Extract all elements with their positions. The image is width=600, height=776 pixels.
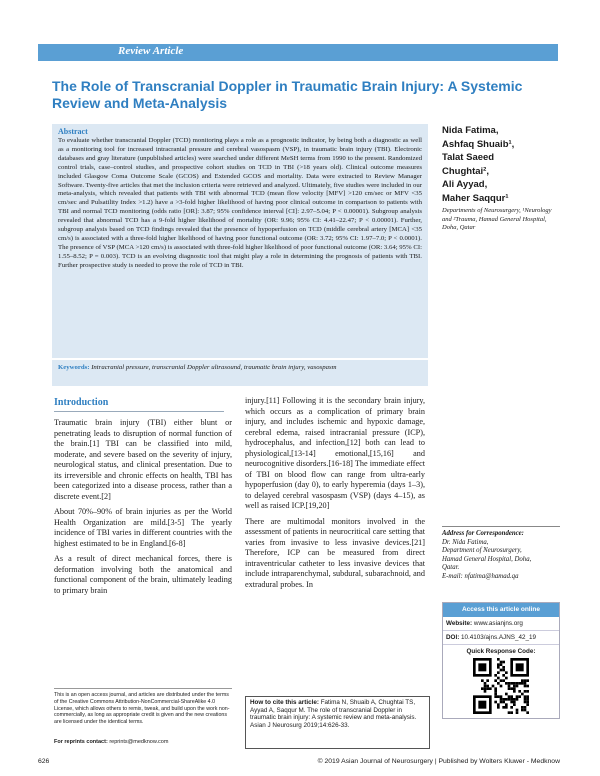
author-name: Nida Fatima, [442, 125, 499, 136]
page-number: 626 [38, 758, 50, 765]
author-name: Ashfaq Shuaib¹, [442, 138, 515, 150]
citation-text: Fatima N, Shuaib A, Chughtai TS, Ayyad A, Saqqur M. The role of transcranial Doppler in traumatic brain injury: A systemic review and meta-analysis. Asian J Neurosurg 2019;14:626-33. [250, 699, 417, 729]
introduction-heading: Introduction [54, 397, 224, 412]
body-paragraph: About 70%–90% of brain injuries as per the World Health Organization are mild.[3-5] The yearly incidence of TBI varies in different countries with the highest estimated to be in England.[6-8] [54, 507, 232, 548]
body-paragraph: As a result of direct mechanical forces, there is deformation involving both the anatomical and functional component of the brain, ultimately leading to primary brain [54, 554, 232, 595]
author-name: Maher Saqqur¹ [442, 192, 509, 204]
author-name: Ali Ayyad, [442, 179, 488, 190]
correspondence-email[interactable]: E-mail: nfatima@hamad.qa [442, 572, 519, 580]
citation-label: How to cite this article: [250, 699, 319, 706]
keywords-box [52, 360, 428, 386]
author-name: Talat Saeed [442, 152, 495, 163]
body-paragraph: injury.[11] Following it is the secondary brain injury, which occurs as a complication of primary brain injury, and includes ischemic and hypoxic damage, cerebral edema, raised intracranial pressure (ICP), hydrocephalus, and infection,[12] both can lead to physiological,[13-14] emotional,[15,16] and neurocognitive disorders.[16-18] The immediate effect of TBI on blood flow can range from ultra-early hypoperfusion (day 0), to early hyperemia (days 1–3), to delayed cerebral vasospasm (VSP) (days 4–15), as well as raised ICP.[19,20] [245, 396, 425, 510]
correspondence-line: Dr. Nida Fatima, [442, 538, 489, 546]
doi-link[interactable]: 10.4103/ajns.AJNS_42_19 [461, 634, 536, 641]
license-note: This is an open access journal, and articles are distributed under the terms of the Creative Commons Attribution-NonCommercial-ShareAlike 4.0 License, which allows others to remix, tweak, and build upon the work non-commercially, as long as appropriate credit is given and the new creations are licensed under the identical terms. [54, 688, 232, 726]
access-online-box [442, 602, 560, 719]
abstract-box [52, 124, 428, 358]
citation-box [245, 696, 430, 749]
correspondence-block [442, 526, 560, 582]
access-heading: Access this article online [443, 603, 559, 617]
correspondence-line: Qatar. [442, 564, 460, 572]
reprints-note [54, 739, 232, 745]
keywords-label: Keywords: [58, 364, 90, 371]
website-link[interactable]: www.asianjns.org [473, 620, 523, 627]
article-type-label: Review Article [118, 45, 184, 57]
keywords-text: Intracranial pressure, transcranial Doppler ultrasound, traumatic brain injury, vasospasm [91, 364, 337, 371]
author-affiliation: Departments of Neurosurgery, ¹Neurology and ²Trauma, Hamad General Hospital, Doha, Qatar [442, 207, 552, 231]
body-paragraph: There are multimodal monitors involved in the assessment of patients in neurocritical care setting that varies from invasive to less invasive devices.[21] Therefore, ICP can be measured from direct intraventricular catheter to less invasive devices that include intraparenchymal, subdural, subarachnoid, and extradural probes. In [245, 516, 425, 589]
article-title: The Role of Transcranial Doppler in Traumatic Brain Injury: A Systemic Review and Meta-Analysis [52, 78, 523, 111]
article-type-banner [38, 44, 558, 61]
reprints-label: For reprints contact: [54, 739, 108, 745]
body-column-middle [245, 396, 425, 595]
body-paragraph: Traumatic brain injury (TBI) either blunt or penetrating leads to disruption of normal function of the brain.[1] TBI can be classified into mild, moderate, and severe based on the severity of injury, neurological status, and clinical presentation. Due to its irreversible and chronic effects on health, TBI has been categorized into a disease process, rather than a discrete event.[2] [54, 418, 232, 501]
website-row [443, 617, 559, 631]
doi-row [443, 631, 559, 645]
body-column-left [54, 418, 232, 601]
author-list [442, 124, 560, 233]
correspondence-line: Department of Neurosurgery, [442, 547, 522, 555]
abstract-text: To evaluate whether transcranial Doppler (TCD) monitoring plays a role as a prognostic indicator, by being both a diagnostic as well as a monitoring tool for increased intracranial pressure and cerebral vasospasm (VSP), in traumatic brain injury (TBI). Electronic databases and gray literature (unpublished articles) were searched under different MeSH terms from 1990 to the present. Randomized control trials, case–control studies, and prospective cohort studies on TCD in TBI (>18 years old). Clinical outcome measures included Glasgow Coma Outcome Scale (GCOS) and Extended GCOS and mortality. Data were extracted to Review Manager Software. Twenty-five articles that met the inclusion criteria were retrieved and analyzed. Ultimately, five studies were included in our meta-analysis, which revealed that patients with TBI with abnormal TCD (mean flow velocity [MFV] >120 cm/sec or MFV <35 cm/sec and Pulsatility Index >1.2) have a >3-fold higher likelihood of having poor clinical outcome in comparison to patients with TBI and normal TCD monitoring (odds ratio [OR]: 3.87; 95% confidence interval [CI]: 2.97–5.04; P < 0.00001). Subgroup analysis revealed that abnormal TCD has a 9-fold higher likelihood of mortality (OR: 9.96; 95% CI: 4.41–22.47; P < 0.00001). Further, subgroup analysis based on TCD findings revealed that the presence of hypoperfusion on TCD (middle cerebral artery [MCA] <35 cm/s) is associated with a three-fold higher likelihood of having poor functional outcome (OR: 3.72; 95% CI: 1.97–7.0; P < 0.0001). The presence of VSP (MCA >120 cm/s) is associated with three-fold higher likelihood of poor functional outcome (OR: 3.64; 95% CI: 1.55–8.52; P = 0.003). TCD is an evolving diagnostic tool that might play a role in determining the prognosis of patients with TBI. Further prospective study is needed to prove the role of TCD in TBI. [58, 137, 422, 269]
correspondence-line: Hamad General Hospital, Doha, [442, 555, 532, 563]
qr-code-icon[interactable] [473, 658, 529, 714]
qr-label: Quick Response Code: [466, 648, 536, 655]
reprints-email[interactable]: reprints@medknow.com [109, 739, 169, 745]
doi-label: DOI: [446, 634, 460, 641]
correspondence-heading: Address for Correspondence: [442, 530, 524, 537]
abstract-heading: Abstract [58, 127, 88, 136]
website-label: Website: [446, 620, 473, 627]
author-name: Chughtai², [442, 165, 489, 177]
copyright-line: © 2019 Asian Journal of Neurosurgery | Published by Wolters Kluwer - Medknow [317, 758, 560, 765]
